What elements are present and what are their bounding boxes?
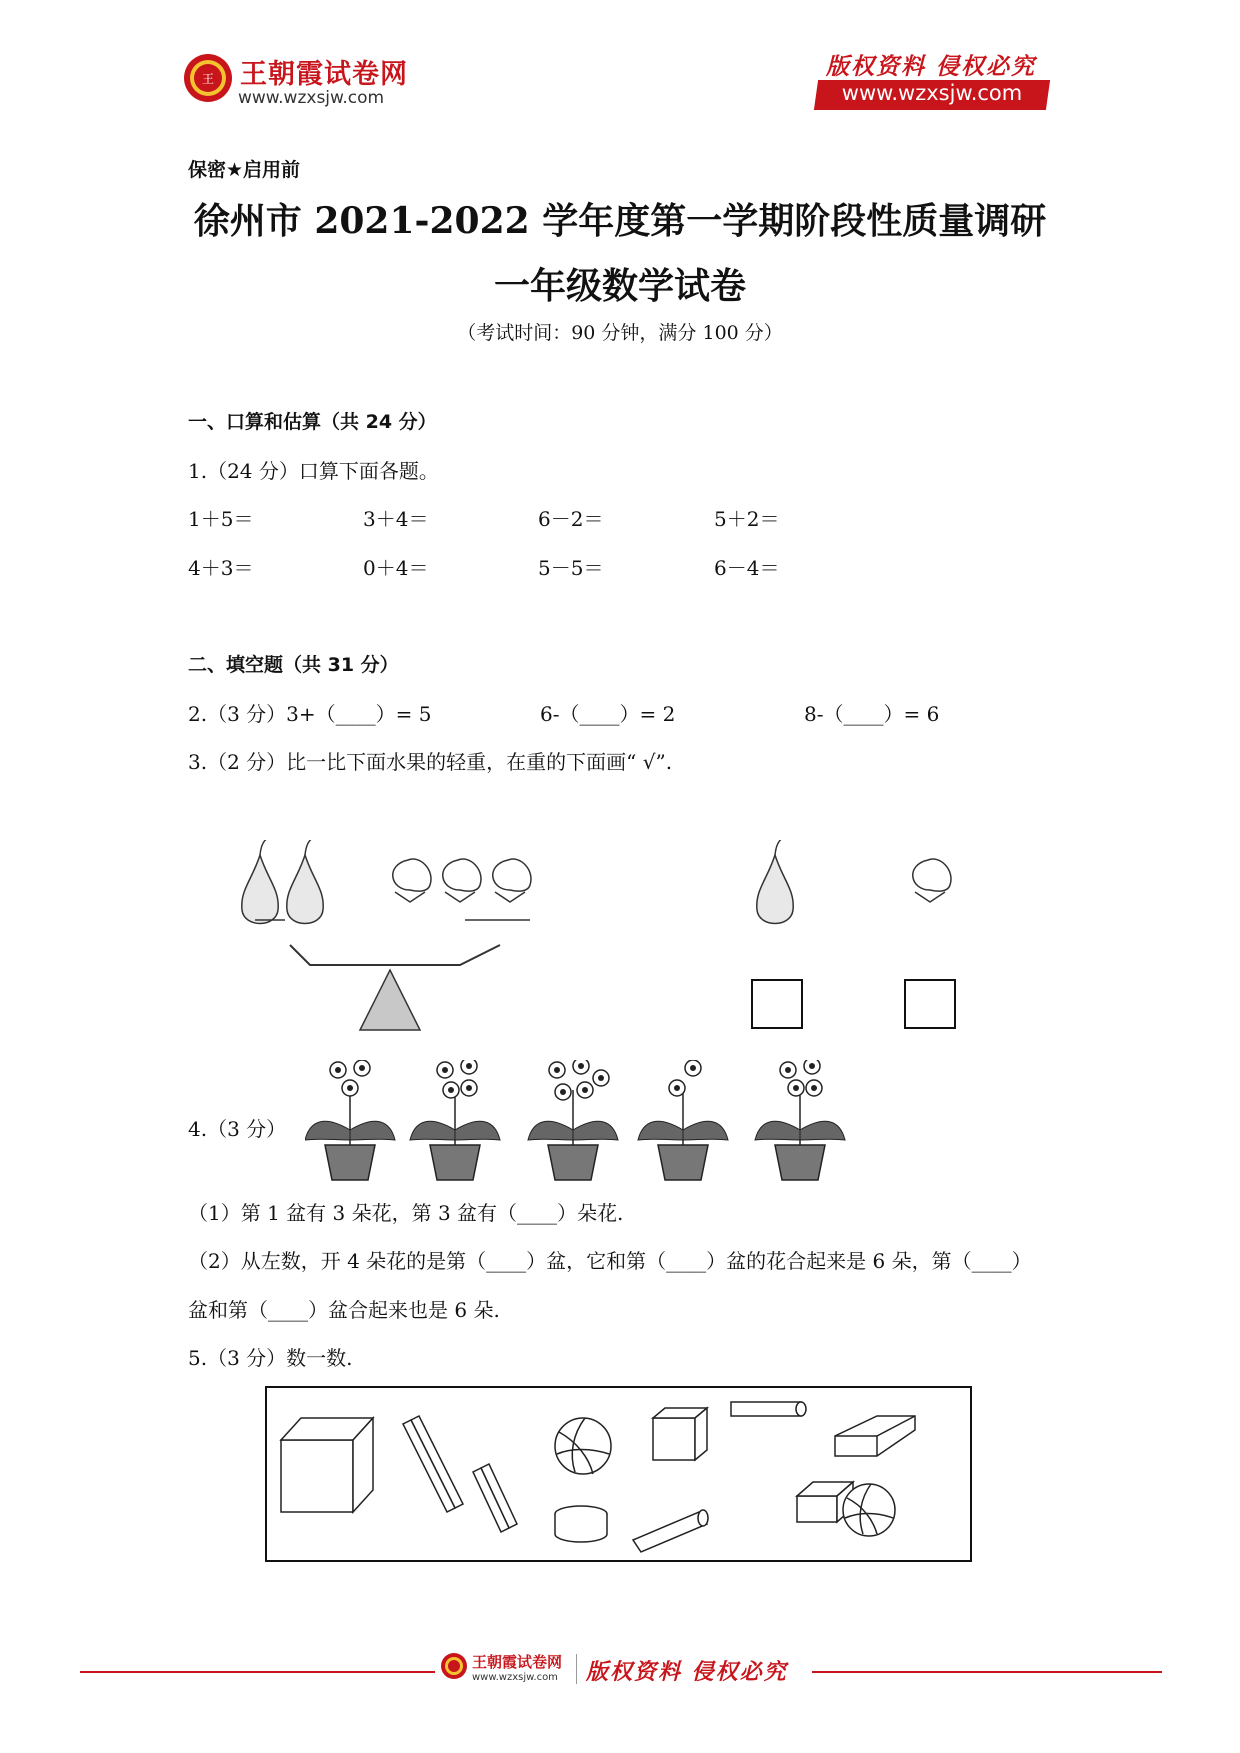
calc-item: 1＋5＝: [188, 507, 254, 531]
flower-pot-2: [410, 1060, 500, 1180]
question-4-2-cont: 盆和第（____）盆合起来也是 6 朵.: [188, 1298, 500, 1322]
brand-logo-icon: [182, 52, 234, 104]
question-5: 5.（3 分）数一数.: [188, 1346, 353, 1370]
footer-brand-name: 王朝霞试卷网: [472, 1653, 563, 1671]
brand-name: 王朝霞试卷网: [240, 59, 408, 90]
question-4-1: （1）第 1 盆有 3 朵花，第 3 盆有（____）朵花.: [188, 1201, 624, 1225]
calc-item: 5＋2＝: [714, 507, 780, 531]
cylinder-icon: [633, 1510, 708, 1552]
balance-scale-figure: [230, 840, 1010, 1040]
calc-item: 3＋4＝: [363, 507, 429, 531]
section-2-heading: 二、填空题（共 31 分）: [188, 654, 399, 676]
peach-icon: [393, 859, 431, 902]
footer-logo-icon: [440, 1652, 468, 1680]
footer-brand-url[interactable]: www.wzxsjw.com: [472, 1672, 558, 1683]
calc-item: 6－4＝: [714, 556, 780, 580]
question-2-part-c: 8-（____）= 6: [804, 702, 940, 726]
flower-pot-1: [305, 1060, 395, 1180]
footer-separator: [576, 1654, 577, 1684]
question-1: 1.（24 分）口算下面各题。: [188, 459, 439, 483]
question-2-part-a: 2.（3 分）3+（____）= 5: [188, 702, 432, 726]
copyright-notice: 版权资料 侵权必究: [826, 53, 1037, 80]
flower-pot-4: [638, 1060, 728, 1180]
flower-pot-3: [528, 1060, 618, 1180]
calc-item: 0＋4＝: [363, 556, 429, 580]
pear-icon: [757, 840, 793, 924]
copyright-url[interactable]: www.wzxsjw.com: [841, 81, 1023, 105]
solid-shapes-figure: [267, 1388, 970, 1560]
ball-icon: [555, 1418, 611, 1474]
question-3: 3.（2 分）比一比下面水果的轻重，在重的下面画“ √”.: [188, 750, 673, 774]
footer-divider-right: [812, 1671, 1162, 1673]
cylinder-icon: [555, 1506, 607, 1542]
rectangular-prism-icon: [835, 1416, 915, 1456]
confidential-label: 保密★启用前: [188, 159, 301, 181]
calc-item: 6－2＝: [538, 507, 604, 531]
flower-pot-5: [755, 1060, 845, 1180]
scale-fulcrum: [360, 970, 420, 1030]
calc-item: 5－5＝: [538, 556, 604, 580]
footer-copyright: 版权资料 侵权必究: [586, 1659, 788, 1685]
question-2-part-b: 6-（____）= 2: [540, 702, 676, 726]
cube-icon: [653, 1408, 707, 1460]
scale-beam: [290, 945, 500, 965]
flower-pots-figure: [305, 1060, 875, 1185]
peach-icon: [443, 859, 481, 902]
peach-icon: [493, 859, 531, 902]
brand-url[interactable]: www.wzxsjw.com: [238, 88, 385, 108]
question-4-label: 4.（3 分）: [188, 1117, 287, 1141]
calc-item: 4＋3＝: [188, 556, 254, 580]
peach-icon: [913, 859, 951, 902]
section-1-heading: 一、口算和估算（共 24 分）: [188, 411, 437, 433]
exam-title: 徐州市 2021-2022 学年度第一学期阶段性质量调研: [193, 200, 1047, 242]
svg-text:王: 王: [201, 72, 215, 86]
cylinder-icon: [731, 1402, 806, 1416]
rectangular-prism-icon: [473, 1464, 517, 1532]
answer-box: [905, 980, 955, 1028]
footer-divider-left: [80, 1671, 435, 1673]
rectangular-prism-icon: [403, 1416, 463, 1512]
exam-duration: （考试时间：90 分钟，满分 100 分）: [457, 322, 783, 344]
ball-icon: [843, 1484, 895, 1536]
pear-icon: [242, 840, 278, 924]
question-4-2: （2）从左数，开 4 朵花的是第（____）盆，它和第（____）盆的花合起来是 6 朵，第（____）: [188, 1249, 1032, 1273]
cube-icon: [281, 1418, 373, 1512]
exam-subject-title: 一年级数学试卷: [493, 265, 746, 307]
pear-icon: [287, 840, 323, 924]
answer-box: [752, 980, 802, 1028]
